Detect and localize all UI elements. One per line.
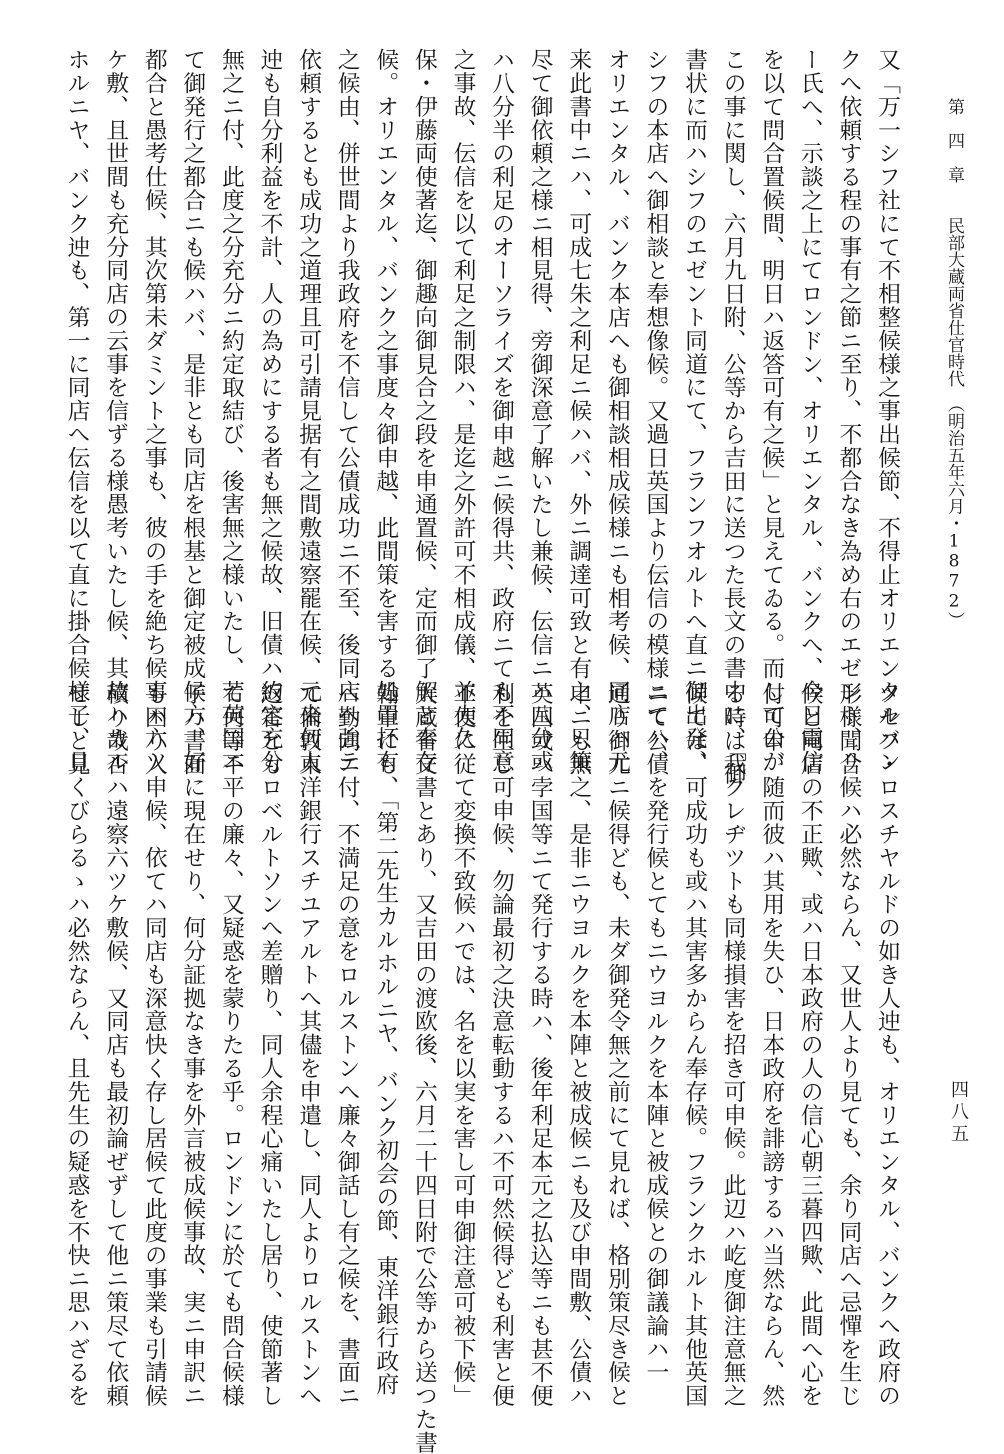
text-line: この事に関し、六月九日附、公等から吉田に送つた長文の書中に、「御 <box>719 48 746 786</box>
text-line: オリエンタル、バンク本店へも御相談相成候様ニも相考候、同店ハ元 <box>603 48 630 774</box>
text-line: る時は我クレヂツトも同様損害を招き可申候。此辺ハ屹度御注意無之 <box>719 682 746 1408</box>
text-line: 利を生じ可申候、勿論最初之決意転動するハ不可然候得ども利害と便 <box>488 682 515 1408</box>
text-line: 翰中にも、「第二先生カルホルニヤ、バンク初会の節、東洋銀行政府 <box>372 682 399 1396</box>
text-line: 大蔵省文書とあり、又吉田の渡欧後、六月二十四日附で公等から送つた書 <box>410 682 437 1454</box>
text-line: て何等不平の廉々、又疑惑を蒙りたる乎。ロンドンに於ても問合候様 <box>217 682 244 1408</box>
text-line: も困り入申候、依てハ同店も深意快く存し居候て此度の事業も引請候 <box>140 682 167 1408</box>
text-line: 英国或ハ孛国等ニて発行する時ハ、後年利足本元之払込等ニも甚不便 <box>526 682 553 1408</box>
text-line: ハ八分半の利足のオーソライズを御申越ニ候得共、政府ニても不同意 <box>488 48 515 774</box>
text-line: 候ては、可成功も或ハ其害多からん奉存候。フランクホルト其他英国 <box>681 682 708 1408</box>
text-line: 依頼するとも成功之道理且可引請見据有之間敷遠察罷在候、元来何人 <box>295 48 322 774</box>
text-line: 来此書中ニハ、可成七朱之利足ニ候ハバ、外ニ調達可致と有之、只策 <box>565 48 592 774</box>
text-line: 都合と愚考仕候、其次第未ダミント之事も、彼の手を絶ち候事ハ六ツ <box>140 48 167 774</box>
text-line: 積り哉否ハ遠察六ツケ敷候、又同店も最初論ぜずして他ニ策尽て依頼 <box>102 682 129 1408</box>
text-line: 候。オリエンタル、バンク之事度々御申越、此間策を害する処置抔有 <box>372 48 399 774</box>
text-line: 之候由、併世間より我政府を不信して公債成功ニ不至、後同店へ強テ <box>333 48 360 774</box>
page-number: 四八五 <box>948 1080 969 1146</box>
text-line: 子ハ書面に現在せり、何分証拠なき事を外言被成候事故、実ニ申訳ニ <box>179 682 206 1408</box>
text-line: 返答ともロベルトソンへ差贈り、同人余程心痛いたし居り、使節著し <box>256 682 283 1408</box>
lower-text-block <box>57 682 906 1454</box>
text-line: 形様聞合候ハ必然ならん、又世人より見ても、余り同店へ忌憚を生じ <box>835 682 862 1408</box>
text-line: 無之ニ付、此度之分充分ニ約定取結び、後害無之様いたし、若英国ニ <box>217 48 244 774</box>
text-line: を以て問合置候間、明日ハ返答可有之候」と見えてゐる。而して公が <box>758 48 785 774</box>
text-line: 保・伊藤両使著迄、御趣向御見合之段を申通置候、定而御了解と奉存 <box>410 48 437 774</box>
text-line: 又「万一シフ社にて不相整候様之事出候節、不得止オリエンタルバン <box>874 48 900 774</box>
running-header: 第 四 章 民部大蔵両省仕官時代 （明治五年六月・1872） <box>944 98 964 629</box>
text-line: て倫敦東洋銀行スチユアルトへ其儘を申遣し、同人よりロルストンへ <box>295 682 322 1408</box>
text-line: へ勤向ニ付、不満足の意をロルストンへ廉々御話し有之候を、書面ニ <box>333 682 360 1408</box>
text-line: 通り御尤ニ候得ども、未ダ御発令無之前にて見れば、格別策尽き候と <box>603 682 630 1408</box>
text-line: ニて公債を発行候とてもニウヨルクを本陣と被成候との御議論ハ一 <box>642 682 669 1384</box>
text-line: 之事故、伝信を以て利足之制限ハ、是迄之外許可不相成儀、並大久 <box>449 48 476 750</box>
text-line: ホルニヤ、バンク迚も、第一に同店へ伝信を以て直に掛合候様子、且 <box>63 48 90 774</box>
text-line: て御発行之都合ニも候ハバ、是非とも同店を根基と御定被成候方、好 <box>179 48 206 774</box>
text-line: ー氏へ、示談之上にてロンドン、オリエンタル、バンクへ、今日電信 <box>796 48 823 774</box>
text-line: 候と同店の不正歟、或ハ日本政府の人の信心朝三暮四歟、此間へ心を <box>796 682 823 1408</box>
text-line: 付可申、随而彼ハ其用を失ひ、日本政府を誹謗するハ当然ならん、然 <box>758 682 785 1408</box>
text-line: ツセフ・ロスチヤルドの如き人迚も、オリエンタル、バンクへ政府の <box>874 682 900 1408</box>
text-line: 尽て御依頼之様ニ相見得、旁御深意了解いたし兼候、伝信ニハ八分或 <box>526 48 553 774</box>
text-line: クへ依頼する程の事有之節ニ至り、不都合なき為め右のエゼント、リ <box>835 48 862 774</box>
text-line: 書状に而ハシフのエゼント同道にて、フランフオルトへ直ニ御出発、 <box>681 48 708 774</box>
text-line: シフの本店へ御相談と奉想像候。又過日英国より伝信の模様ニてハ、 <box>642 48 669 774</box>
text-line: ケ敷、且世間も充分同店の云事を信ずる様愚考いたし候、其故ハカル <box>102 48 129 774</box>
upper-text-block <box>57 48 906 786</box>
text-line: せしと見くびらるゝハ必然ならん、且先生の疑惑を不快ニ思ハざるを <box>63 682 90 1408</box>
text-line: 不便に従て変換不致候ハでは、名を以実を害し可申御注意可被下候」 <box>449 682 476 1408</box>
text-line: 申ニも無之、是非ニウヨルクを本陣と被成候ニも及び申間敷、公債ハ <box>565 682 592 1408</box>
text-line: 迚も自分利益を不計、人の為めにする者も無之候故、旧債ハ約定充分 <box>256 48 283 774</box>
